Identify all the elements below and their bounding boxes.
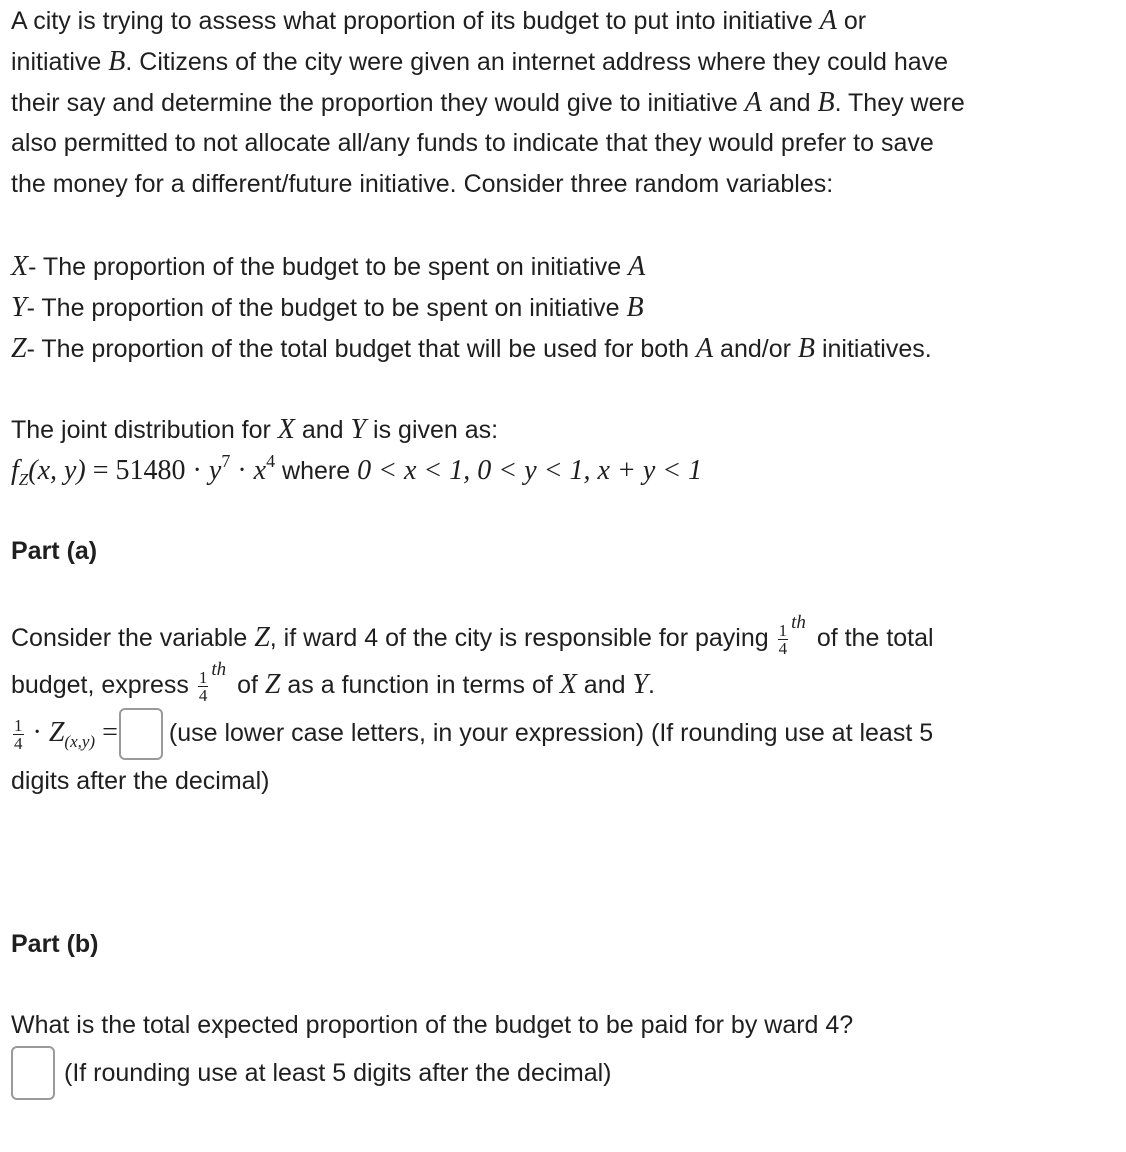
part-a-line-4: digits after the decimal) — [11, 767, 270, 795]
var-text: initiatives. — [815, 335, 932, 363]
joint-text: and — [294, 416, 351, 444]
math-th: th — [791, 612, 806, 633]
intro-line-5: the money for a different/future initiative. Consider three random variables: — [11, 170, 834, 198]
joint-intro — [11, 409, 498, 451]
part-a-heading: Part (a) — [11, 537, 98, 565]
math-A: A — [696, 333, 714, 364]
math-dot: · — [230, 455, 254, 486]
math-dot: · — [25, 717, 49, 748]
math-X: X — [559, 669, 577, 700]
fraction-numerator: 1 — [198, 667, 208, 687]
math-y: y — [208, 455, 222, 486]
part-a-line-3 — [11, 704, 933, 762]
math-A: A — [819, 5, 837, 36]
joint-text: The joint distribution for — [11, 416, 278, 444]
intro-text: initiative — [11, 48, 109, 76]
part-a-text: of the total — [809, 624, 934, 652]
math-Z: Z — [48, 717, 65, 748]
intro-line-2 — [11, 41, 948, 83]
var-def-y — [11, 287, 644, 329]
part-a-instructions: (use lower case letters, in your expression) (If rounding use at least 5 — [168, 719, 934, 747]
math-conditions: 0 < x < 1, 0 < y < 1, x + y < 1 — [357, 455, 703, 486]
var-text: and/or — [713, 335, 798, 363]
math-Z: Z — [264, 669, 281, 700]
intro-text: . Citizens of the city were given an internet address where they could have — [125, 48, 949, 76]
math-X: X — [11, 251, 29, 282]
math-B: B — [817, 87, 835, 118]
part-a-text: Consider the variable — [11, 624, 255, 652]
intro-line-1 — [11, 0, 866, 42]
intro-line-4: also permitted to not allocate all/any funds to indicate that they would prefer to save — [11, 129, 934, 157]
math-f: f — [11, 455, 19, 486]
joint-text: where — [275, 457, 358, 485]
math-X: X — [277, 414, 295, 445]
part-b-heading: Part (b) — [11, 930, 99, 958]
math-A: A — [744, 87, 762, 118]
math-Z: Z — [11, 333, 27, 364]
math-exponent: 4 — [266, 451, 276, 471]
var-def-x — [11, 246, 645, 288]
math-Y: Y — [632, 669, 649, 700]
math-exponent: 7 — [221, 451, 231, 471]
joint-formula — [11, 450, 702, 492]
part-a-text: . — [648, 671, 655, 699]
fraction-numerator: 1 — [14, 715, 23, 735]
fraction-one-quarter — [778, 622, 789, 657]
intro-line-3 — [11, 82, 965, 124]
intro-text: . They were — [834, 89, 965, 117]
math-equals: = — [95, 717, 118, 748]
var-def-z — [11, 328, 932, 370]
part-b-answer-input[interactable] — [11, 1046, 55, 1100]
math-coefficient: = 51480 · — [85, 455, 209, 486]
math-B: B — [626, 292, 644, 323]
fraction-denominator: 4 — [778, 638, 788, 658]
math-args: (x, y) — [28, 455, 86, 486]
math-A: A — [628, 251, 646, 282]
part-a-text: as a function in terms of — [280, 671, 560, 699]
joint-text: is given as: — [366, 416, 499, 444]
part-a-answer-input[interactable] — [119, 708, 163, 760]
math-subscript-z: Z — [18, 470, 29, 489]
math-Y: Y — [350, 414, 367, 445]
fraction-denominator: 4 — [198, 685, 208, 705]
var-text: - The proportion of the budget to be spent on initiative — [26, 294, 627, 322]
part-b-hint: (If rounding use at least 5 digits after the decimal) — [64, 1059, 612, 1087]
fraction-one-quarter — [13, 717, 24, 752]
math-x: x — [253, 455, 267, 486]
math-th: th — [211, 659, 227, 680]
math-Y: Y — [11, 292, 27, 323]
fraction-numerator: 1 — [778, 620, 788, 640]
part-b-question: What is the total expected proportion of the budget to be paid for by ward 4? — [11, 1011, 854, 1039]
intro-text: and — [761, 89, 818, 117]
math-B: B — [797, 333, 815, 364]
fraction-denominator: 4 — [14, 733, 23, 753]
intro-text: A city is trying to assess what proportion of its budget to put into initiative — [11, 7, 820, 35]
part-a-text: budget, express — [11, 671, 196, 699]
math-B: B — [108, 46, 126, 77]
part-a-text: , if ward 4 of the city is responsible for paying — [269, 624, 776, 652]
math-subscript-xy: (x,y) — [64, 732, 96, 751]
intro-text: their say and determine the proportion they would give to initiative — [11, 89, 745, 117]
fraction-one-quarter — [198, 669, 209, 704]
var-text: - The proportion of the budget to be spent on initiative — [28, 253, 629, 281]
part-a-text: and — [576, 671, 633, 699]
var-text: - The proportion of the total budget that will be used for both — [26, 335, 696, 363]
intro-text: or — [836, 7, 867, 35]
math-Z: Z — [254, 622, 270, 653]
part-a-text: of — [230, 671, 265, 699]
